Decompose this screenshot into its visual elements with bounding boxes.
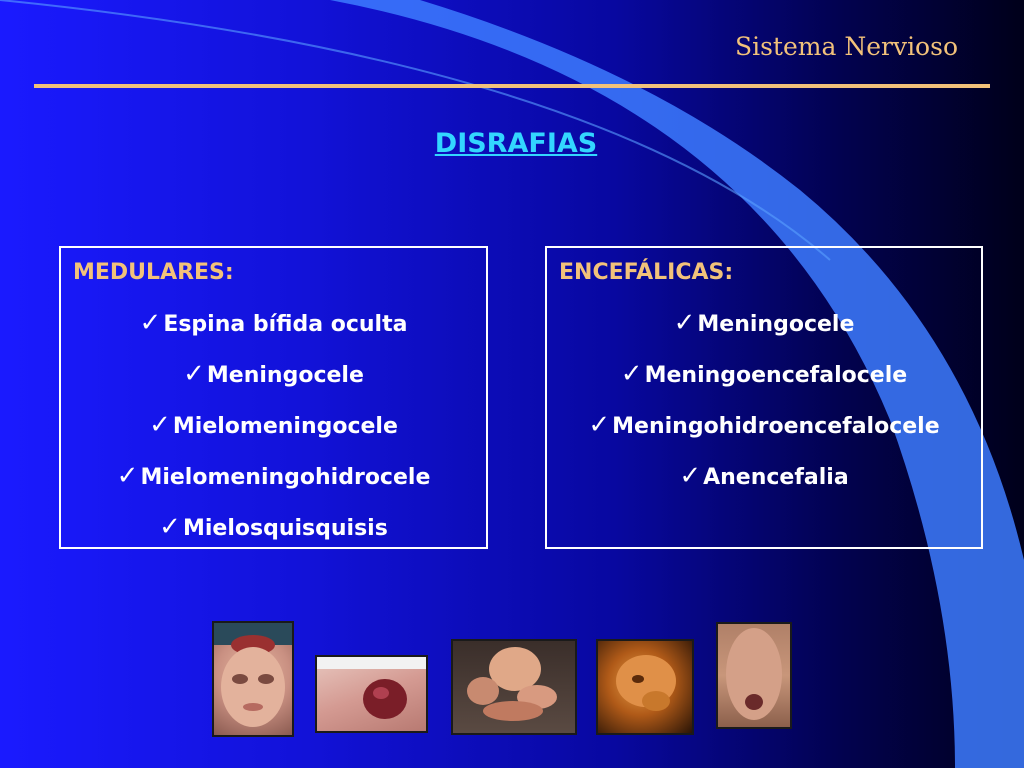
fetal-specimen-illustration (453, 641, 575, 733)
list-item-label: Mielomeningohidrocele (140, 465, 431, 490)
meningocele-lesion-illustration (317, 657, 426, 731)
anencephaly-infant-photo (212, 621, 294, 737)
list-item (61, 510, 486, 561)
list-item-label: Anencefalia (703, 465, 849, 490)
list-item (61, 459, 486, 510)
checkmark-icon: ✓ (139, 308, 162, 338)
checkmark-icon: ✓ (679, 461, 702, 491)
list-item (547, 306, 981, 357)
medulares-box (59, 246, 488, 549)
list-item (61, 357, 486, 408)
list-item (61, 408, 486, 459)
checkmark-icon: ✓ (159, 512, 181, 542)
list-item-label: Meningohidroencefalocele (612, 414, 940, 439)
list-item-label: Meningocele (206, 363, 364, 388)
encefalicas-box (545, 246, 983, 549)
meningocele-sac-photo (315, 655, 428, 733)
medulares-list (61, 306, 486, 561)
fetal-specimen-photo (451, 639, 577, 735)
checkmark-icon: ✓ (183, 359, 205, 389)
back-lesion-illustration (718, 624, 790, 727)
list-item-label: Meningocele (697, 312, 855, 337)
list-item-label: Mielomeningocele (172, 414, 398, 439)
header-divider (34, 84, 990, 88)
medulares-heading: MEDULARES: (73, 260, 234, 285)
infant-face-illustration (214, 623, 292, 735)
checkmark-icon: ✓ (588, 410, 611, 440)
encefalicas-list (547, 306, 981, 510)
list-item-label: Mielosquisquisis (182, 516, 388, 541)
list-item (547, 408, 981, 459)
checkmark-icon: ✓ (673, 308, 696, 338)
checkmark-icon: ✓ (116, 461, 139, 491)
list-item-label: Espina bífida oculta (163, 312, 408, 337)
slide-title: DISRAFIAS (434, 128, 598, 159)
spinal-lesion-back-photo (716, 622, 792, 729)
fetal-3d-ultrasound-photo (596, 639, 694, 735)
list-item (547, 357, 981, 408)
list-item (547, 459, 981, 510)
checkmark-icon: ✓ (620, 359, 643, 389)
list-item-label: Meningoencefalocele (644, 363, 908, 388)
list-item (61, 306, 486, 357)
ultrasound-face-illustration (598, 641, 692, 733)
checkmark-icon: ✓ (149, 410, 171, 440)
header-title: Sistema Nervioso (734, 32, 958, 61)
encefalicas-heading: ENCEFÁLICAS: (559, 260, 734, 285)
